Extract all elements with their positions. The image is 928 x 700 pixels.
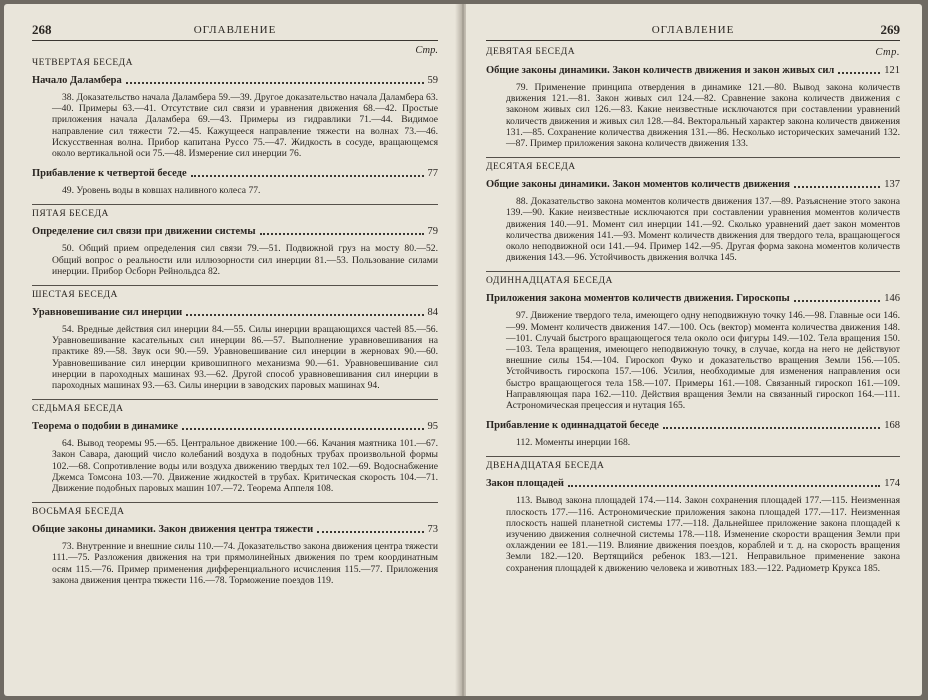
toc-section — [486, 47, 900, 158]
chapter-page: 79 — [427, 226, 438, 238]
dot-leader — [794, 300, 881, 302]
chapter-title: Прибавление к четвертой беседе — [32, 168, 187, 180]
dot-leader — [260, 233, 424, 235]
chapter-title: Общие законы динамики. Закон моментов количеств движения — [486, 179, 790, 191]
section-title: ПЯТАЯ БЕСЕДА — [32, 209, 109, 220]
dot-leader — [191, 175, 424, 177]
dot-leader — [794, 186, 880, 188]
chapter-entry — [32, 420, 438, 433]
chapter-entry — [32, 225, 438, 238]
section-title: ОДИННАДЦАТАЯ БЕСЕДА — [486, 276, 613, 287]
chapter-description: 49. Уровень воды в ковшах наливного колеса 77. — [62, 185, 261, 197]
dot-leader — [317, 531, 423, 533]
chapter-page: 146 — [884, 293, 900, 305]
toc-section — [486, 461, 900, 573]
chapter-entry — [32, 306, 438, 319]
section-title — [486, 47, 900, 58]
chapter-description: 113. Вывод закона площадей 174.—114. Закон сохранения площадей 177.—115. Неизменная плоскость 177.—116. Астрономические приложения закона площадей 177.—117. Неизменная плоскость нашей планетной системы 177.—118. Дальнейшее приложение закона площадей к изучению движения солнечной системы 178.—118. Изменение скорости вращения Земли при охлаждении ее 181.—119. Влияние движения поездов, кораблей и т. д. на скорость вращения Земли 182.—120. Вертящийся ребенок 183.—121. Неправильное применение закона сохранения площадей к движению человека и животных 183.—122. Радиометр Крукса 185. — [506, 495, 900, 574]
chapter-entry — [486, 419, 900, 432]
chapter-page: 59 — [427, 75, 438, 86]
dot-leader — [568, 485, 880, 487]
dot-leader — [182, 428, 424, 430]
chapter-page: 168 — [884, 420, 900, 432]
section-title: ВОСЬМАЯ БЕСЕДА — [32, 507, 125, 518]
chapter-entry — [32, 523, 438, 536]
dot-leader — [663, 427, 880, 429]
chapter-description: 112. Моменты инерции 168. — [516, 437, 631, 449]
toc-section — [32, 209, 438, 286]
chapter-title: Общие законы динамики. Закон движения центра тяжести — [32, 524, 314, 536]
section-title: ЧЕТВЕРТАЯ БЕСЕДА — [32, 58, 133, 68]
chapter-title: Закон площадей — [486, 478, 564, 490]
toc-sections — [32, 58, 438, 586]
right-page — [466, 4, 922, 696]
chapter-description: 97. Движение твердого тела, имеющего одну неподвижную точку 146.—98. Главные оси 146.—99. Момент количеств движения 147.—100. Ось (вектор) момента количества движения 148.—101. Случай быстрого вращающегося тела около оси фигуры 149.—102. Тела вращения 150.—103. Тела вращения, имеющего неподвижную точку, в случае, когда на него не действуют внешние силы 154.—104. Гироскоп Фуко и доказательство вращения Земли 156.—105. Устойчивость гироскопа 157.—106. Усилия, необходимые для изменения направления оси быстро вращающегося тела 158.—107. Примеры 161.—108. Связанный гироскоп 161.—109. Направляющая пара 162.—110. Действия вращения Земли на связанный гироскоп 164.—111. Астрономическая прецессия и нутация 165. — [506, 310, 900, 412]
toc-sections — [486, 47, 900, 574]
chapter-page: 73 — [427, 524, 438, 536]
chapter-page: 77 — [427, 168, 438, 180]
chapter-title: Определение сил связи при движении системы — [32, 226, 256, 238]
chapter-entry — [32, 167, 438, 180]
running-head — [32, 24, 438, 41]
chapter-page: 174 — [884, 478, 900, 490]
section-divider — [32, 204, 438, 205]
chapter-page: 84 — [427, 307, 438, 319]
toc-section — [32, 58, 438, 205]
section-title-text: ДЕВЯТАЯ БЕСЕДА — [486, 47, 576, 57]
page-number: 268 — [32, 22, 52, 37]
running-title: ОГЛАВЛЕНИЕ — [193, 24, 277, 36]
chapter-title: Начало Даламбера — [32, 75, 122, 86]
running-title: ОГЛАВЛЕНИЕ — [651, 24, 735, 36]
column-header: Стр. — [875, 47, 900, 58]
chapter-page: 95 — [427, 421, 438, 433]
chapter-title: Приложения закона моментов количеств движения. Гироскопы — [486, 293, 790, 305]
chapter-title: Прибавление к одиннадцатой беседе — [486, 420, 659, 432]
chapter-title: Уравновешивание сил инерции — [32, 307, 183, 319]
section-divider — [486, 157, 900, 158]
chapter-description: 73. Внутренние и внешние силы 110.—74. Доказательство закона движения центра тяжести 111.—75. Разложения движения на три прямолинейных движения по трем координатным осям 115.—76. Пример применения дифференциального исчисления 115.—77. Приложения закона движения центра тяжести 116.—78. Торможение поездов 119. — [52, 541, 438, 586]
chapter-entry — [486, 178, 900, 191]
toc-section — [32, 507, 438, 586]
chapter-page: 137 — [884, 179, 900, 191]
section-divider — [486, 456, 900, 457]
section-title: ДВЕНАДЦАТАЯ БЕСЕДА — [486, 461, 605, 472]
chapter-entry — [486, 64, 900, 77]
chapter-entry — [486, 292, 900, 305]
running-head — [486, 24, 900, 41]
dot-leader — [186, 314, 423, 316]
section-divider — [32, 285, 438, 286]
page-number: 269 — [880, 22, 900, 37]
left-page — [4, 4, 460, 696]
toc-section — [32, 290, 438, 400]
chapter-entry — [486, 477, 900, 490]
dot-leader — [126, 82, 424, 84]
section-title: ШЕСТАЯ БЕСЕДА — [32, 290, 118, 301]
section-title: ДЕСЯТАЯ БЕСЕДА — [486, 162, 576, 173]
chapter-description: 54. Вредные действия сил инерции 84.—55. Силы инерции вращающихся частей 85.—56. Уравновешивание касательных сил инерции 86.—57. Выполнение уравновешивания на практике 89.—58. Звук оси 90.—59. Уравновешивание сил инерции в жерновах 90.—60. Уравновешивание сил инерции кривошипного механизма 90.—61. Уравновешивание сил инерции в пароходных машинах 93.—62. Другой способ уравновешивания сил инерции в пароходных машинах 93.—63. Силы инерции в заводских паровых машинах 94. — [52, 324, 438, 392]
chapter-entry — [32, 74, 438, 87]
chapter-description: 64. Вывод теоремы 95.—65. Центральное движение 100.—66. Качания маятника 101.—67. Закон Савара, дающий число колебаний воздуха в подобных трубах произвольной формы 102.—68. Сопротивление воды или воздуха движению твердых тел 102.—69. Водоснабжение Джемса Томсона 103.—70. Движение жидкостей в трубах. Критическая скорость 104.—71. Движение подобных паровых машин 107.—72. Теорема Аппеля 108. — [52, 438, 438, 495]
toc-section — [486, 276, 900, 457]
section-title: СЕДЬМАЯ БЕСЕДА — [32, 404, 124, 415]
chapter-description: 50. Общий прием определения сил связи 79.—51. Подвижной груз на мосту 80.—52. Общий вопрос о реальности или иллюзорности сил инерции 81.—53. Пользование силами инерции. Прибор Осборн Рейнольдса 82. — [52, 243, 438, 277]
chapter-description: 38. Доказательство начала Даламбера 59.—39. Другое доказательство начала Даламбера 63.—40. Примеры 63.—41. Отсутствие сил связи и уравнения движения 68.—42. Простые приложения начала Даламбера 69.—43. Примеры из гидравлики 71.—44. Видимое направление сил тяжести 72.—45. Кажущееся направление тяжести на волнах 73.—46. Искусственная волна. Прибор капитана Руссо 75.—47. Жидкость в сосуде, вращающемся около вертикальной оси 75.—48. Измерение сил инерции 76. — [52, 92, 438, 160]
chapter-title: Теорема о подобии в динамике — [32, 421, 178, 433]
chapter-description: 88. Доказательство закона моментов количеств движения 137.—89. Разъяснение этого закона 139.—90. Какие неизвестные исключаются при составлении уравнения моментов количеств движения 140.—91. Момент сил инерции 141.—92. Сколько уравнений дает закон моментов количества движения 141.—93. Момент количеств движения для твердого тела, вращающегося около неподвижной оси 141.—94. Пример 142.—95. Другая форма закона моментов количеств движения 143.—96. Устойчивость движения волчка 145. — [506, 196, 900, 264]
section-divider — [32, 399, 438, 400]
chapter-title: Общие законы динамики. Закон количеств движения и закон живых сил — [486, 65, 835, 76]
chapter-page: 121 — [884, 65, 900, 76]
toc-section — [486, 162, 900, 272]
section-divider — [486, 271, 900, 272]
chapter-description: 79. Применение принципа отвердения в динамике 121.—80. Вывод закона количеств движения 121.—81. Закон живых сил 124.—82. Сравнение закона количеств движения с законом живых сил 126.—83. Какие неизвестные исключаются при составлении уравнений количеств движения и живых сил 128.—84. Векторальный характер закона количеств движения 131.—85. Сохранение количества движения 131.—86. Несколько исторических замечаний 132.—87. Пример приложения закона количеств движения 133. — [506, 82, 900, 150]
dot-leader — [838, 72, 880, 74]
section-divider — [32, 502, 438, 503]
toc-section — [32, 404, 438, 503]
column-header: Стр. — [415, 45, 438, 56]
